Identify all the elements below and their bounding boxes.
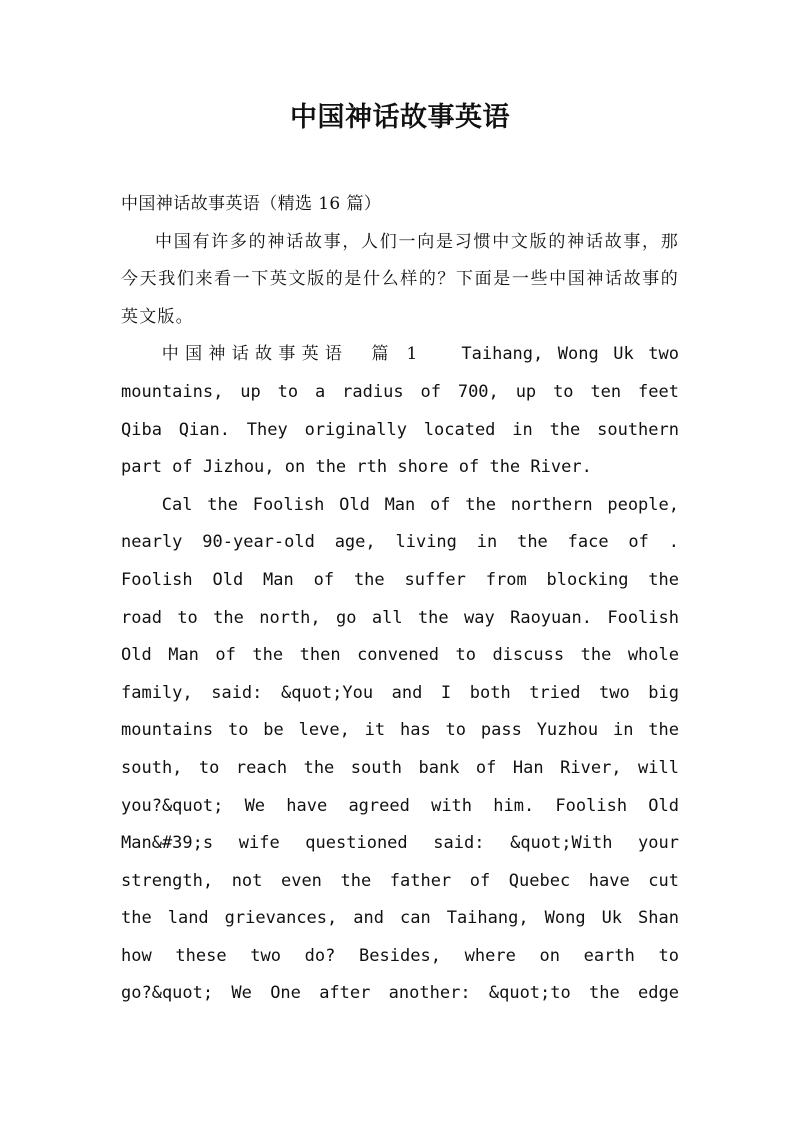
paragraph-2-line: you?&quot; We have agreed with him. Foolish Old xyxy=(121,795,679,816)
paragraph-2-line: go?&quot; We One after another: &quot;to the edge xyxy=(121,983,679,1004)
paragraph-2-line: how these two do? Besides, where on earth to xyxy=(121,945,679,966)
document-title: 中国神话故事英语 xyxy=(290,102,510,133)
paragraph-1-line: part of Jizhou, on the rth shore of the River. xyxy=(121,457,592,478)
paragraph-2-line: nearly 90-year-old age, living in the face of . xyxy=(121,532,679,553)
paragraph-2-line: Man&#39;s wife questioned said: &quot;With your xyxy=(121,833,679,854)
paragraph-1-line: Qiba Qian. They originally located in the southern xyxy=(121,419,679,440)
paragraph-1-line xyxy=(121,336,679,374)
chapter-heading: 中国神话故事英语 篇 1 xyxy=(161,344,420,365)
paragraph-1-line-text: Taihang, Wong Uk two xyxy=(461,344,679,365)
document-subtitle: 中国神话故事英语（精选 16 篇） xyxy=(121,194,382,214)
paragraph-2-line: mountains to be leve, it has to pass Yuzhou in the xyxy=(121,720,679,741)
paragraph-2-line: road to the north, go all the way Raoyuan. Foolish xyxy=(121,607,679,628)
paragraph-2-line: Cal the Foolish Old Man of the northern people, xyxy=(161,494,679,515)
paragraph-2-line: strength, not even the father of Quebec have cut xyxy=(121,870,679,891)
paragraph-2-line: family, said: &quot;You and I both tried two big xyxy=(121,682,679,703)
paragraph-2-line: the land grievances, and can Taihang, Wong Uk Shan xyxy=(121,908,679,929)
paragraph-1 xyxy=(121,336,679,486)
paragraph-2-line: south, to reach the south bank of Han River, will xyxy=(121,757,679,778)
paragraph-2 xyxy=(121,487,679,1013)
document-body xyxy=(121,186,679,1013)
paragraph-1-line: mountains, up to a radius of 700, up to ten feet xyxy=(121,381,679,402)
paragraph-2-line: Old Man of the then convened to discuss the whole xyxy=(121,645,679,666)
intro-paragraph: 中国有许多的神话故事，人们一向是习惯中文版的神话故事，那今天我们来看一下英文版的是什么样的？下面是一些中国神话故事的英文版。 xyxy=(121,231,679,327)
paragraph-2-line: Foolish Old Man of the suffer from blocking the xyxy=(121,569,679,590)
